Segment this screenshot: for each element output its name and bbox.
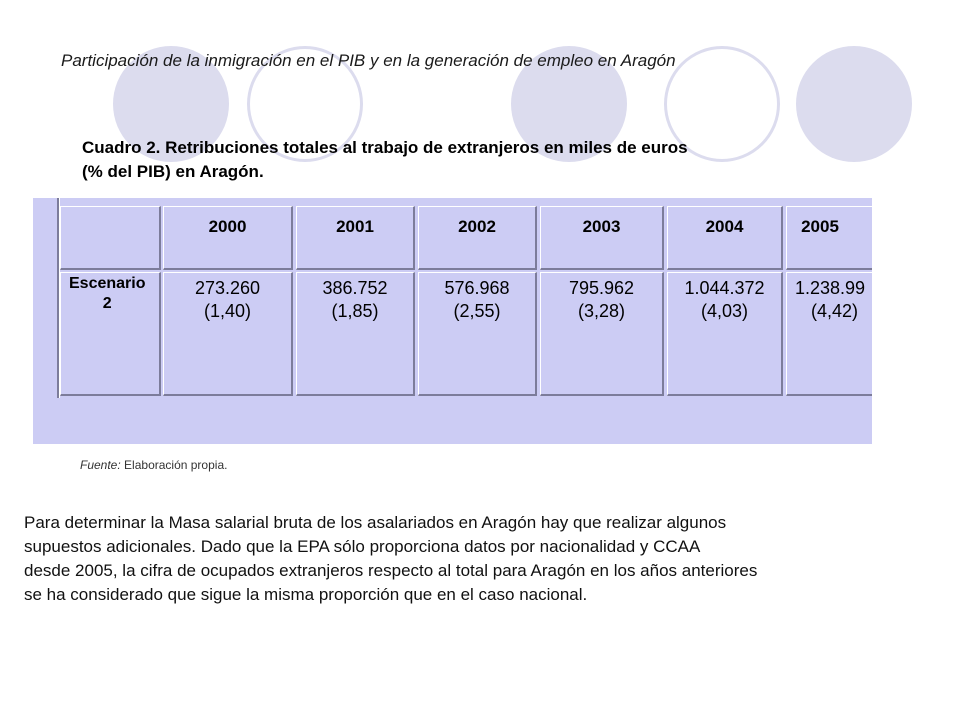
- value-cell: [667, 272, 783, 396]
- value-percent: (1,85): [331, 301, 379, 321]
- value-percent: (3,28): [577, 301, 626, 321]
- source-text: Elaboración propia.: [124, 458, 228, 472]
- value-percent: (4,42): [811, 301, 859, 321]
- header-year-cell: [667, 206, 783, 270]
- body-paragraph: [24, 511, 954, 607]
- header-year-cell: [786, 206, 872, 270]
- value-amount: 1.238.99: [795, 278, 866, 298]
- header-year-cell: [163, 206, 293, 270]
- header-year-cell: [296, 206, 415, 270]
- year-label: 2002: [458, 217, 496, 236]
- value-amount: 1.044.372: [684, 278, 765, 298]
- row-label: Escenario 2: [69, 275, 146, 312]
- value-cell: [540, 272, 664, 396]
- source-note: [80, 458, 227, 472]
- year-label: 2005: [801, 217, 839, 236]
- slide-title: Participación de la inmigración en el PIB y en la generación de empleo en Aragón: [61, 51, 676, 70]
- table-title-line-2: (% del PIB) en Aragón.: [82, 162, 264, 181]
- header-year-cell: [540, 206, 664, 270]
- value-percent: (2,55): [453, 301, 501, 321]
- year-label: 2003: [582, 217, 621, 236]
- value-cell: [418, 272, 537, 396]
- year-label: 2001: [336, 217, 374, 236]
- paragraph-line: Para determinar la Masa salarial bruta de los asalariados en Aragón hay que realizar algunos: [24, 513, 727, 532]
- value-amount: 795.962: [568, 278, 635, 298]
- value-amount: 273.260: [194, 278, 261, 298]
- year-label: 2004: [705, 217, 744, 236]
- value-cell: [296, 272, 415, 396]
- table-title-line-1: Cuadro 2. Retribuciones totales al trabajo de extranjeros en miles de euros: [82, 138, 688, 157]
- table-title: [82, 136, 842, 184]
- source-label: Fuente:: [80, 458, 121, 472]
- value-cell: [786, 272, 872, 396]
- paragraph-line: se ha considerado que sigue la misma proporción que en el caso nacional.: [24, 585, 588, 604]
- header-year-cell: [418, 206, 537, 270]
- value-amount: 576.968: [444, 278, 510, 298]
- value-percent: (4,03): [700, 301, 749, 321]
- data-table: [33, 198, 872, 444]
- value-amount: 386.752: [322, 278, 388, 298]
- header-corner-cell: [60, 206, 161, 270]
- year-label: 2000: [208, 217, 247, 236]
- value-cell: [163, 272, 293, 396]
- paragraph-line: desde 2005, la cifra de ocupados extranjeros respecto al total para Aragón en los años anteriores: [24, 561, 758, 580]
- paragraph-line: supuestos adicionales. Dado que la EPA sólo proporciona datos por nacionalidad y CCAA: [24, 537, 701, 556]
- value-percent: (1,40): [203, 301, 252, 321]
